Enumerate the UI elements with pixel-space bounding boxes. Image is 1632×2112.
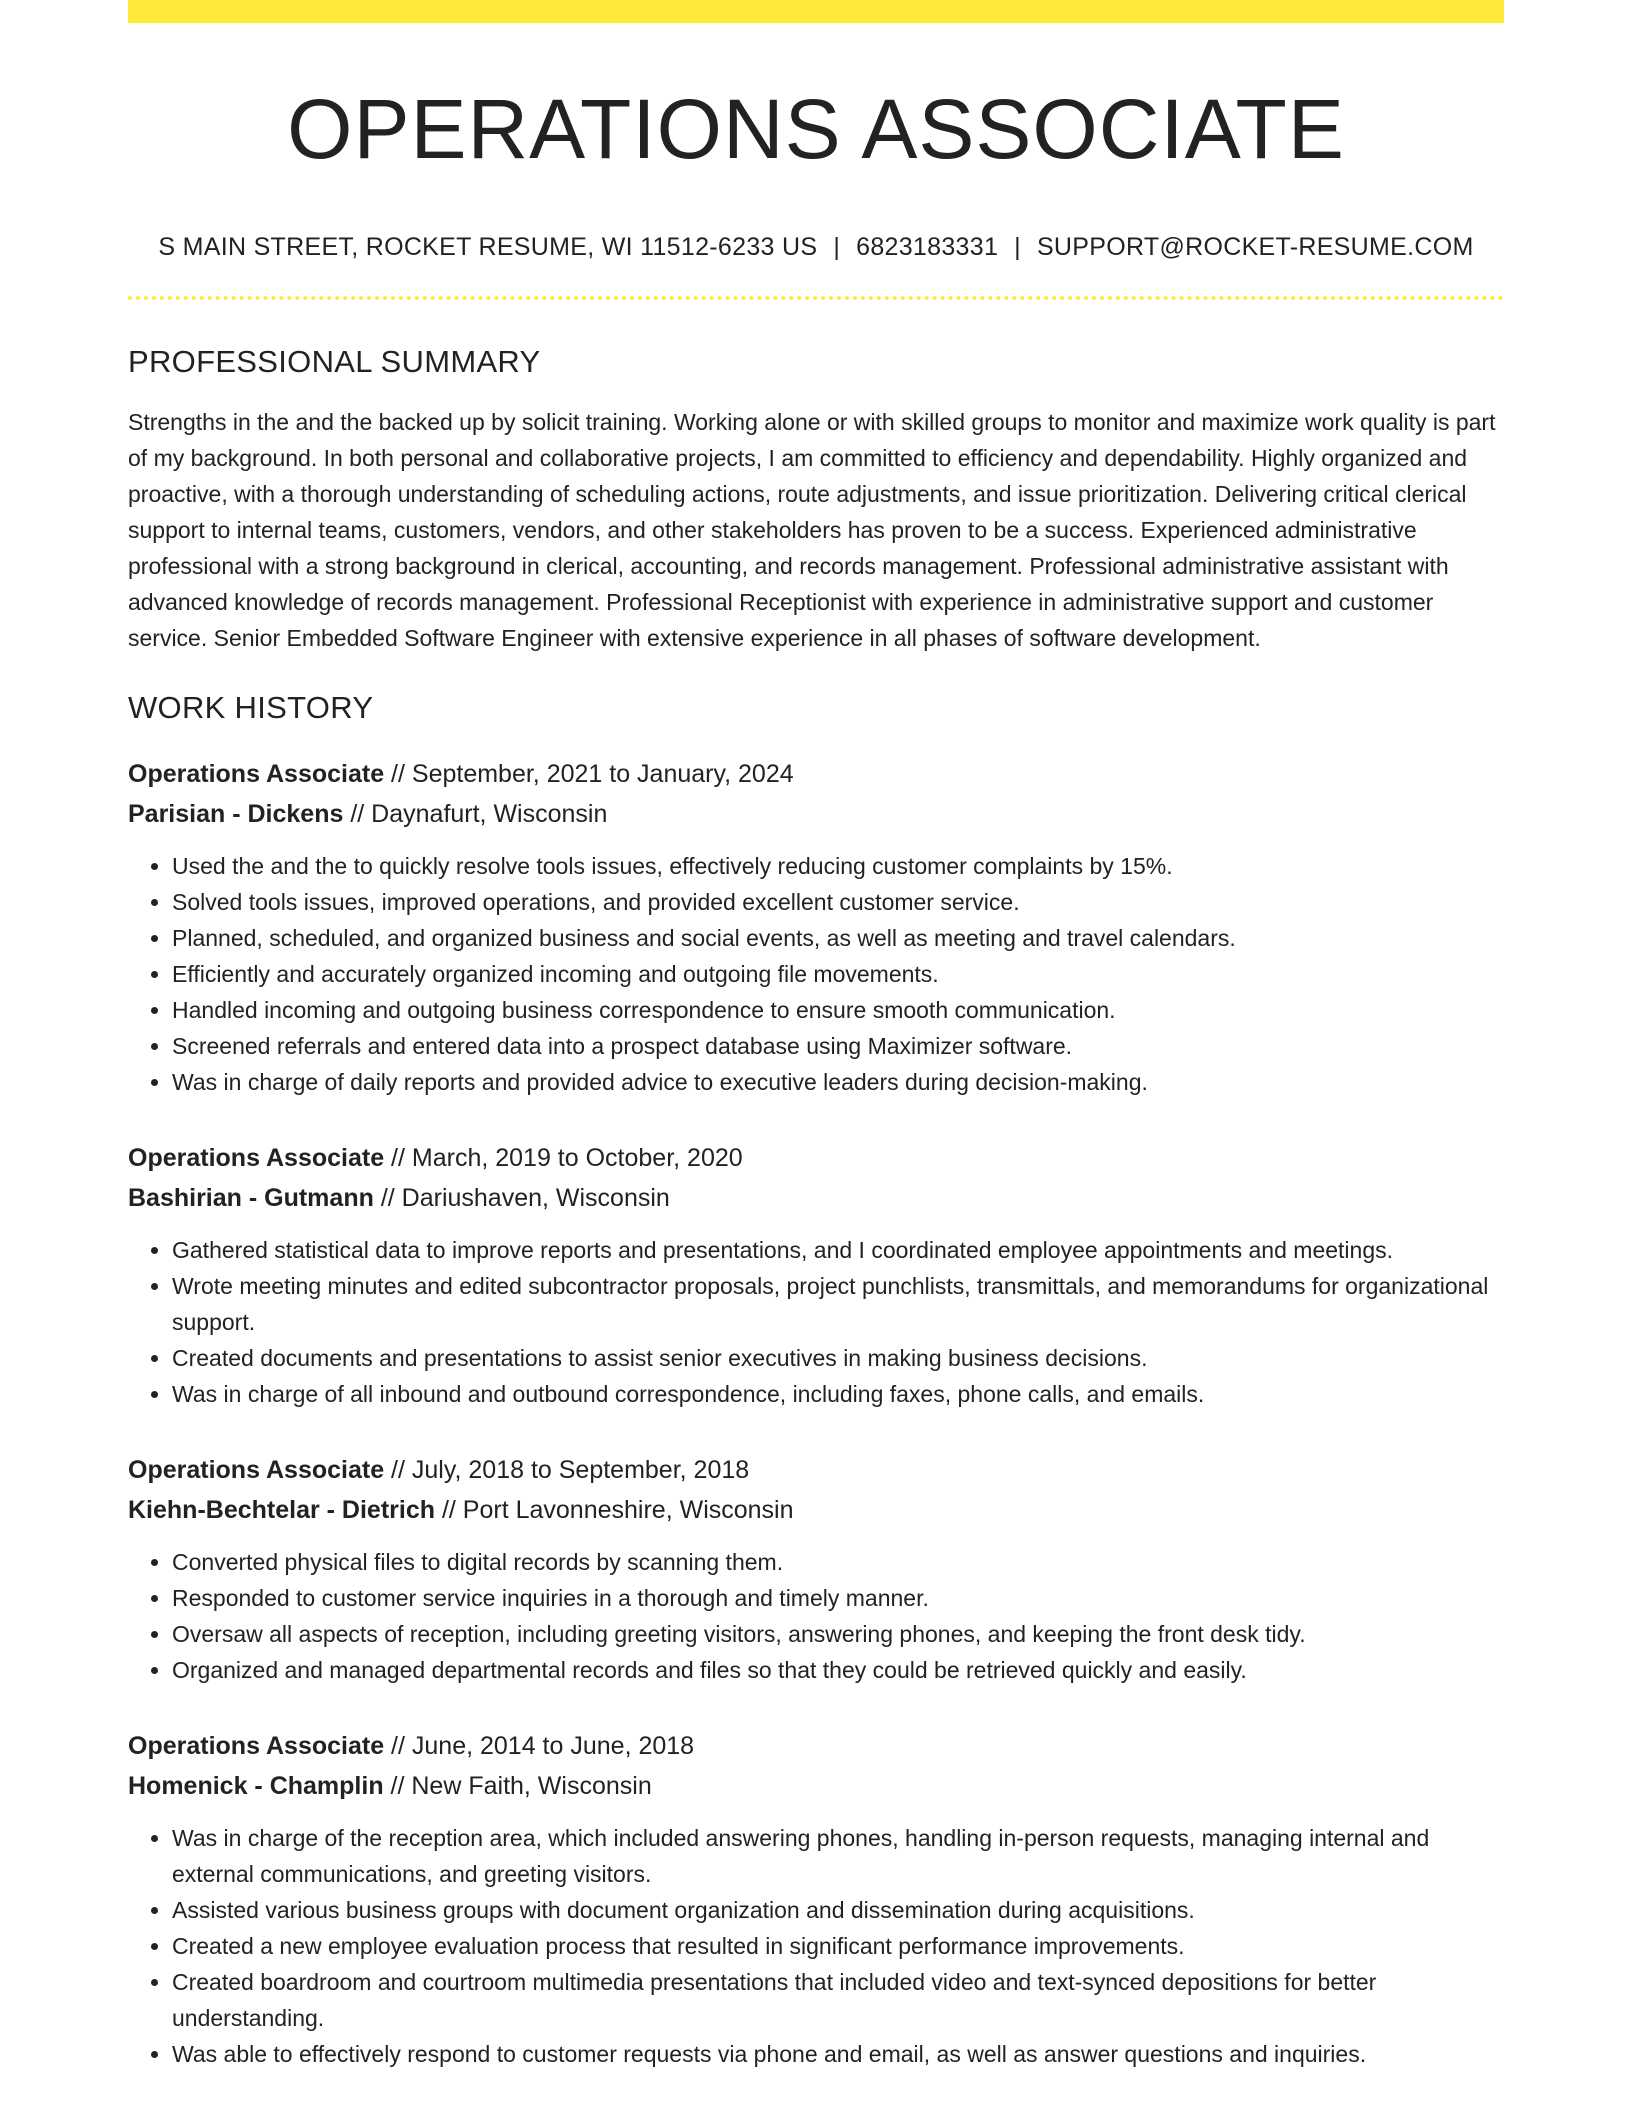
summary-text: Strengths in the and the backed up by solicit training. Working alone or with skilled groups to monitor and maximize work quality is part of my background. In both personal and collaborative projects, I am committed to efficiency and dependability. Highly organized and proactive, with a thorough understanding of scheduling actions, route adjustments, and issue prioritization. Delivering critical clerical support to internal teams, customers, vendors, and other stakeholders has proven to be a success. Experienced administrative professional with a strong background in clerical, accounting, and records management. Professional administrative assistant with advanced knowledge of records management. Professional Receptionist with experience in administrative support and customer service. Senior Embedded Software Engineer with extensive experience in all phases of software development. <box>128 409 1496 652</box>
resume-name: OPERATIONS ASSOCIATE <box>287 82 1345 176</box>
bullet-item: • Planned, scheduled, and organized business and social events, as well as meeting and travel calendars. <box>172 920 1504 956</box>
summary-heading: PROFESSIONAL SUMMARY <box>128 344 541 380</box>
bullet-item: • Used the and the to quickly resolve tools issues, effectively reducing customer complaints by 15%. <box>172 848 1504 884</box>
job-dates: // June, 2014 to June, 2018 <box>384 1732 695 1761</box>
job-company-line <box>128 1766 1504 1806</box>
contact-line <box>128 233 1504 262</box>
job-company: Homenick - Champlin <box>128 1772 384 1801</box>
bullet-item: • Handled incoming and outgoing business correspondence to ensure smooth communication. <box>172 992 1504 1028</box>
job-role: Operations Associate <box>128 1144 385 1173</box>
job-location: // Dariushaven, Wisconsin <box>373 1184 670 1213</box>
job-company-line <box>128 1490 1504 1530</box>
bullet-item: • Oversaw all aspects of reception, including greeting visitors, answering phones, and keeping the front desk tidy. <box>172 1616 1504 1652</box>
dotted-divider <box>128 296 1504 300</box>
bullet-item: • Organized and managed departmental records and files so that they could be retrieved quickly and easily. <box>172 1652 1504 1688</box>
job-entry <box>128 1138 1504 1412</box>
job-title-line <box>128 1726 1504 1766</box>
job-company: Bashirian - Gutmann <box>128 1184 374 1213</box>
job-entry <box>128 1726 1504 2072</box>
job-title-line <box>128 1138 1504 1178</box>
bullet-item: • Was in charge of daily reports and provided advice to executive leaders during decision-making. <box>172 1064 1504 1100</box>
contact-separator: | <box>833 233 841 262</box>
job-location: // Daynafurt, Wisconsin <box>343 800 608 829</box>
bullet-item: • Was able to effectively respond to customer requests via phone and email, as well as answer questions and inquiries. <box>172 2036 1504 2072</box>
contact-address: S MAIN STREET, ROCKET RESUME, WI 11512-6233 US <box>158 233 818 262</box>
job-role: Operations Associate <box>128 1732 385 1761</box>
job-entry <box>128 1450 1504 1688</box>
work-history-list <box>128 754 1504 2072</box>
resume-page <box>128 0 1504 2072</box>
bullet-item: • Was in charge of the reception area, which included answering phones, handling in-person requests, managing internal and external communications, and greeting visitors. <box>172 1820 1504 1892</box>
contact-phone[interactable]: 6823183331 <box>856 233 999 262</box>
job-location: // Port Lavonneshire, Wisconsin <box>435 1496 794 1525</box>
bullet-item: • Screened referrals and entered data into a prospect database using Maximizer software. <box>172 1028 1504 1064</box>
accent-bar <box>128 0 1504 23</box>
bullet-item: • Assisted various business groups with document organization and dissemination during acquisitions. <box>172 1892 1504 1928</box>
job-company: Parisian - Dickens <box>128 800 344 829</box>
job-bullets <box>128 848 1504 1100</box>
job-location: // New Faith, Wisconsin <box>383 1772 652 1801</box>
bullet-item: • Converted physical files to digital records by scanning them. <box>172 1544 1504 1580</box>
job-dates: // July, 2018 to September, 2018 <box>384 1456 750 1485</box>
job-company-line <box>128 794 1504 834</box>
job-bullets <box>128 1232 1504 1412</box>
work-history-heading: WORK HISTORY <box>128 690 374 726</box>
bullet-item: • Created boardroom and courtroom multimedia presentations that included video and text-synced depositions for better understanding. <box>172 1964 1504 2036</box>
job-role: Operations Associate <box>128 1456 385 1485</box>
bullet-item: • Efficiently and accurately organized incoming and outgoing file movements. <box>172 956 1504 992</box>
contact-email[interactable]: SUPPORT@ROCKET-RESUME.COM <box>1036 233 1474 262</box>
job-role: Operations Associate <box>128 760 385 789</box>
job-title-line <box>128 1450 1504 1490</box>
contact-separator: | <box>1014 233 1021 262</box>
job-company-line <box>128 1178 1504 1218</box>
bullet-item: • Solved tools issues, improved operations, and provided excellent customer service. <box>172 884 1504 920</box>
job-dates: // March, 2019 to October, 2020 <box>384 1144 743 1173</box>
job-entry <box>128 754 1504 1100</box>
bullet-item: • Gathered statistical data to improve reports and presentations, and I coordinated employee appointments and meetings. <box>172 1232 1504 1268</box>
job-company: Kiehn-Bechtelar - Dietrich <box>128 1496 436 1525</box>
bullet-item: • Wrote meeting minutes and edited subcontractor proposals, project punchlists, transmittals, and memorandums for organizational support. <box>172 1268 1504 1340</box>
job-bullets <box>128 1544 1504 1688</box>
bullet-item: • Was in charge of all inbound and outbound correspondence, including faxes, phone calls, and emails. <box>172 1376 1504 1412</box>
bullet-item: • Created a new employee evaluation process that resulted in significant performance improvements. <box>172 1928 1504 1964</box>
bullet-item: • Responded to customer service inquiries in a thorough and timely manner. <box>172 1580 1504 1616</box>
bullet-item: • Created documents and presentations to assist senior executives in making business decisions. <box>172 1340 1504 1376</box>
job-dates: // September, 2021 to January, 2024 <box>384 760 794 789</box>
job-title-line <box>128 754 1504 794</box>
job-bullets <box>128 1820 1504 2072</box>
